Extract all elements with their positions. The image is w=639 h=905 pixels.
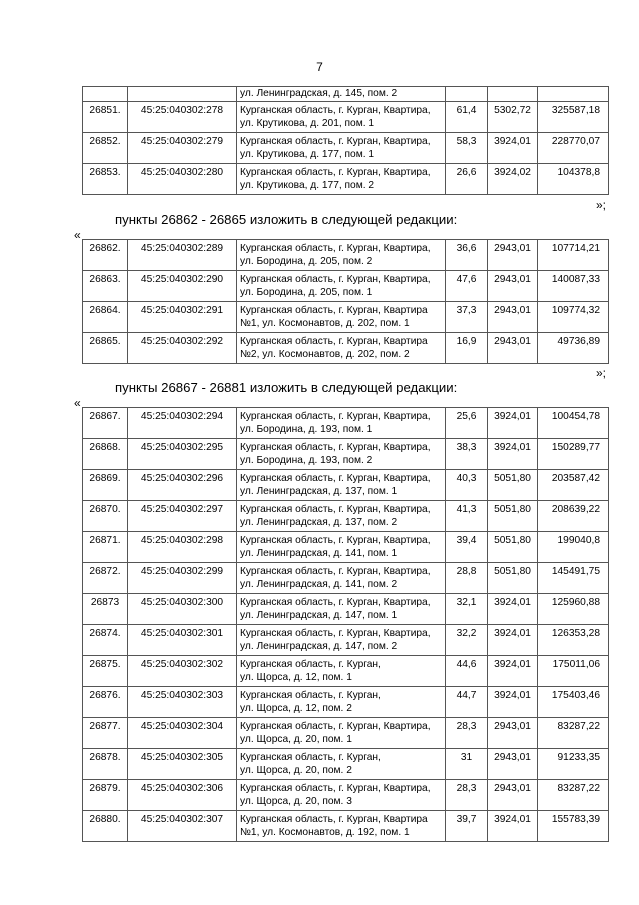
cadastral-number-cell: 45:25:040302:290 xyxy=(128,271,237,302)
address-line-1: Курганская область, г. Курган, Квартира, xyxy=(240,721,431,732)
address-line-1: Курганская область, г. Курган, xyxy=(240,752,381,763)
register-table-3 xyxy=(82,407,609,842)
address-line-1: Курганская область, г. Курган, Квартира, xyxy=(240,411,431,422)
cadastral-number-cell: 45:25:040302:307 xyxy=(128,811,237,842)
address-line-1: Курганская область, г. Курган, Квартира, xyxy=(240,442,431,453)
address-cell xyxy=(237,687,446,718)
table-row xyxy=(83,563,609,594)
row-number-cell: 26877. xyxy=(83,718,128,749)
table-row xyxy=(83,133,609,164)
address-line-2: ул. Бородина, д. 205, пом. 1 xyxy=(240,286,373,298)
specific-value-cell: 3924,01 xyxy=(488,439,538,470)
cadastral-number-cell: 45:25:040302:299 xyxy=(128,563,237,594)
address-cell xyxy=(237,408,446,439)
cadastral-number-cell: 45:25:040302:306 xyxy=(128,780,237,811)
specific-value-cell: 3924,01 xyxy=(488,408,538,439)
specific-value-cell: 3924,01 xyxy=(488,594,538,625)
specific-value-cell: 5302,72 xyxy=(488,102,538,133)
table-row xyxy=(83,625,609,656)
row-number-cell: 26863. xyxy=(83,271,128,302)
address-line-2: ул. Бородина, д. 193, пом. 1 xyxy=(240,423,373,435)
address-line-2: ул. Бородина, д. 193, пом. 2 xyxy=(240,454,373,466)
address-line-2: ул. Щорса, д. 20, пом. 1 xyxy=(240,733,352,745)
address-line-2: №1, ул. Космонавтов, д. 192, пом. 1 xyxy=(240,826,410,838)
cadastral-number-cell: 45:25:040302:301 xyxy=(128,625,237,656)
row-number-cell: 26865. xyxy=(83,333,128,364)
specific-value-cell: 3924,01 xyxy=(488,133,538,164)
cadastral-number-cell: 45:25:040302:296 xyxy=(128,470,237,501)
address-cell xyxy=(237,102,446,133)
instruction-text-2: пункты 26867 - 26881 изложить в следующей редакции: xyxy=(115,380,458,395)
specific-value-cell: 2943,01 xyxy=(488,302,538,333)
address-line-1: Курганская область, г. Курган, Квартира, xyxy=(240,535,431,546)
address-line-2: ул. Ленинградская, д. 141, пом. 1 xyxy=(240,547,398,559)
address-line-1: Курганская область, г. Курган, Квартира, xyxy=(240,783,431,794)
specific-value-cell: 2943,01 xyxy=(488,718,538,749)
address-line-2: ул. Щорса, д. 12, пом. 1 xyxy=(240,671,352,683)
row-number-cell: 26862. xyxy=(83,240,128,271)
cadastral-number-cell: 45:25:040302:295 xyxy=(128,439,237,470)
table-row xyxy=(83,333,609,364)
cadastral-cost-cell: 83287,22 xyxy=(538,780,609,811)
address-line-1: Курганская область, г. Курган, Квартира, xyxy=(240,566,431,577)
cadastral-cost-cell: 126353,28 xyxy=(538,625,609,656)
address-cell xyxy=(237,811,446,842)
cadastral-cost-cell: 100454,78 xyxy=(538,408,609,439)
cadastral-number-cell: 45:25:040302:302 xyxy=(128,656,237,687)
specific-value-cell: 5051,80 xyxy=(488,470,538,501)
row-number-cell: 26873 xyxy=(83,594,128,625)
cadastral-number-cell: 45:25:040302:292 xyxy=(128,333,237,364)
address-line-2: ул. Ленинградская, д. 141, пом. 2 xyxy=(240,578,398,590)
address-cell xyxy=(237,501,446,532)
specific-value-cell: 5051,80 xyxy=(488,563,538,594)
address-line-1: Курганская область, г. Курган, Квартира, xyxy=(240,136,431,147)
address-line-1: Курганская область, г. Курган, Квартира, xyxy=(240,597,431,608)
specific-value-cell: 2943,01 xyxy=(488,333,538,364)
cadastral-number-cell: 45:25:040302:298 xyxy=(128,532,237,563)
address-line-1: Курганская область, г. Курган, Квартира, xyxy=(240,473,431,484)
row-number-cell: 26853. xyxy=(83,164,128,195)
cadastral-cost-cell: 150289,77 xyxy=(538,439,609,470)
specific-value-cell: 5051,80 xyxy=(488,532,538,563)
address-line-1: Курганская область, г. Курган, Квартира, xyxy=(240,243,431,254)
table-row xyxy=(83,240,609,271)
cadastral-cost-cell: 91233,35 xyxy=(538,749,609,780)
address-line-2: ул. Ленинградская, д. 147, пом. 1 xyxy=(240,609,398,621)
row-number-cell: 26868. xyxy=(83,439,128,470)
table-row xyxy=(83,302,609,333)
cadastral-cost-cell: 155783,39 xyxy=(538,811,609,842)
specific-value-cell xyxy=(488,87,538,102)
address-line-1: Курганская область, г. Курган, xyxy=(240,690,381,701)
address-line-1: Курганская область, г. Курган, Квартира, xyxy=(240,628,431,639)
area-cell: 40,3 xyxy=(446,470,488,501)
address-line-1: Курганская область, г. Курган, Квартира, xyxy=(240,105,431,116)
table-row xyxy=(83,532,609,563)
address-cell xyxy=(237,240,446,271)
cadastral-number-cell xyxy=(128,87,237,102)
area-cell: 26,6 xyxy=(446,164,488,195)
table-row xyxy=(83,470,609,501)
area-cell: 47,6 xyxy=(446,271,488,302)
cadastral-number-cell: 45:25:040302:280 xyxy=(128,164,237,195)
cadastral-cost-cell: 83287,22 xyxy=(538,718,609,749)
address-cell xyxy=(237,439,446,470)
row-number-cell: 26852. xyxy=(83,133,128,164)
area-cell: 28,8 xyxy=(446,563,488,594)
address-line-2: №1, ул. Космонавтов, д. 202, пом. 1 xyxy=(240,317,410,329)
row-number-cell: 26880. xyxy=(83,811,128,842)
cadastral-cost-cell: 199040,8 xyxy=(538,532,609,563)
table-row xyxy=(83,718,609,749)
table-row xyxy=(83,102,609,133)
page-number: 7 xyxy=(316,60,323,74)
address-line-2: ул. Щорса, д. 20, пом. 2 xyxy=(240,764,352,776)
cadastral-number-cell: 45:25:040302:300 xyxy=(128,594,237,625)
cadastral-cost-cell: 109774,32 xyxy=(538,302,609,333)
cadastral-number-cell: 45:25:040302:291 xyxy=(128,302,237,333)
cadastral-cost-cell: 175403,46 xyxy=(538,687,609,718)
cadastral-number-cell: 45:25:040302:305 xyxy=(128,749,237,780)
address-line-2: ул. Щорса, д. 20, пом. 3 xyxy=(240,795,352,807)
cadastral-cost-cell: 104378,8 xyxy=(538,164,609,195)
closing-quote-1: »; xyxy=(596,198,607,212)
cadastral-cost-cell: 49736,89 xyxy=(538,333,609,364)
area-cell: 44,6 xyxy=(446,656,488,687)
table-row xyxy=(83,811,609,842)
table-row xyxy=(83,749,609,780)
instruction-text-1: пункты 26862 - 26865 изложить в следующей редакции: xyxy=(115,212,458,227)
cadastral-cost-cell xyxy=(538,87,609,102)
area-cell: 28,3 xyxy=(446,718,488,749)
cadastral-number-cell: 45:25:040302:294 xyxy=(128,408,237,439)
address-cell xyxy=(237,164,446,195)
area-cell: 44,7 xyxy=(446,687,488,718)
area-cell: 16,9 xyxy=(446,333,488,364)
table-row xyxy=(83,164,609,195)
address-cell xyxy=(237,87,446,102)
cadastral-number-cell: 45:25:040302:304 xyxy=(128,718,237,749)
row-number-cell xyxy=(83,87,128,102)
table-row xyxy=(83,780,609,811)
area-cell: 25,6 xyxy=(446,408,488,439)
area-cell: 61,4 xyxy=(446,102,488,133)
specific-value-cell: 3924,01 xyxy=(488,656,538,687)
specific-value-cell: 2943,01 xyxy=(488,749,538,780)
row-number-cell: 26864. xyxy=(83,302,128,333)
row-number-cell: 26872. xyxy=(83,563,128,594)
row-number-cell: 26869. xyxy=(83,470,128,501)
row-number-cell: 26874. xyxy=(83,625,128,656)
cadastral-cost-cell: 175011,06 xyxy=(538,656,609,687)
address-cell xyxy=(237,718,446,749)
address-line-1: Курганская область, г. Курган, Квартира xyxy=(240,814,428,825)
row-number-cell: 26851. xyxy=(83,102,128,133)
area-cell: 28,3 xyxy=(446,780,488,811)
table-row xyxy=(83,501,609,532)
row-number-cell: 26879. xyxy=(83,780,128,811)
row-number-cell: 26867. xyxy=(83,408,128,439)
address-cell xyxy=(237,532,446,563)
table-row xyxy=(83,87,609,102)
specific-value-cell: 3924,01 xyxy=(488,625,538,656)
address-line-1: Курганская область, г. Курган, Квартира, xyxy=(240,167,431,178)
specific-value-cell: 3924,01 xyxy=(488,811,538,842)
cadastral-cost-cell: 125960,88 xyxy=(538,594,609,625)
address-line-2: ул. Ленинградская, д. 137, пом. 1 xyxy=(240,485,398,497)
address-line-1: Курганская область, г. Курган, Квартира xyxy=(240,305,428,316)
address-line-2: ул. Крутикова, д. 201, пом. 1 xyxy=(240,117,375,129)
opening-quote-1: « xyxy=(74,228,81,242)
address-cell xyxy=(237,749,446,780)
table-row xyxy=(83,439,609,470)
table-row xyxy=(83,594,609,625)
row-number-cell: 26870. xyxy=(83,501,128,532)
area-cell xyxy=(446,87,488,102)
specific-value-cell: 3924,02 xyxy=(488,164,538,195)
address-line-1: Курганская область, г. Курган, xyxy=(240,659,381,670)
address-cell xyxy=(237,780,446,811)
address-cell xyxy=(237,656,446,687)
register-table-1 xyxy=(82,86,609,195)
address-line-1: Курганская область, г. Курган, Квартира, xyxy=(240,274,431,285)
address-cell xyxy=(237,470,446,501)
address-line-2: ул. Щорса, д. 12, пом. 2 xyxy=(240,702,352,714)
area-cell: 38,3 xyxy=(446,439,488,470)
address-cell xyxy=(237,271,446,302)
cadastral-cost-cell: 203587,42 xyxy=(538,470,609,501)
area-cell: 32,1 xyxy=(446,594,488,625)
cadastral-cost-cell: 325587,18 xyxy=(538,102,609,133)
address-line-1: Курганская область, г. Курган, Квартира xyxy=(240,336,428,347)
cadastral-cost-cell: 228770,07 xyxy=(538,133,609,164)
area-cell: 58,3 xyxy=(446,133,488,164)
table-row xyxy=(83,687,609,718)
cadastral-number-cell: 45:25:040302:278 xyxy=(128,102,237,133)
address-line-2: ул. Бородина, д. 205, пом. 2 xyxy=(240,255,373,267)
cadastral-cost-cell: 145491,75 xyxy=(538,563,609,594)
cadastral-number-cell: 45:25:040302:297 xyxy=(128,501,237,532)
address-line-2: ул. Ленинградская, д. 137, пом. 2 xyxy=(240,516,398,528)
register-table-2 xyxy=(82,239,609,364)
address-line-2: ул. Крутикова, д. 177, пом. 1 xyxy=(240,148,375,160)
closing-quote-2: »; xyxy=(596,366,607,380)
address-cell xyxy=(237,563,446,594)
address-cell xyxy=(237,594,446,625)
table-row xyxy=(83,271,609,302)
specific-value-cell: 2943,01 xyxy=(488,240,538,271)
specific-value-cell: 2943,01 xyxy=(488,780,538,811)
address-cell xyxy=(237,133,446,164)
address-line-2: ул. Крутикова, д. 177, пом. 2 xyxy=(240,179,375,191)
row-number-cell: 26876. xyxy=(83,687,128,718)
area-cell: 31 xyxy=(446,749,488,780)
cadastral-cost-cell: 208639,22 xyxy=(538,501,609,532)
cadastral-number-cell: 45:25:040302:303 xyxy=(128,687,237,718)
specific-value-cell: 2943,01 xyxy=(488,271,538,302)
area-cell: 36,6 xyxy=(446,240,488,271)
address-cell xyxy=(237,333,446,364)
specific-value-cell: 3924,01 xyxy=(488,687,538,718)
area-cell: 32,2 xyxy=(446,625,488,656)
cadastral-cost-cell: 107714,21 xyxy=(538,240,609,271)
cadastral-number-cell: 45:25:040302:279 xyxy=(128,133,237,164)
address-line-2: ул. Ленинградская, д. 147, пом. 2 xyxy=(240,640,398,652)
cadastral-cost-cell: 140087,33 xyxy=(538,271,609,302)
address-cell xyxy=(237,302,446,333)
row-number-cell: 26875. xyxy=(83,656,128,687)
area-cell: 37,3 xyxy=(446,302,488,333)
table-row xyxy=(83,408,609,439)
address-cell xyxy=(237,625,446,656)
cadastral-number-cell: 45:25:040302:289 xyxy=(128,240,237,271)
table-row xyxy=(83,656,609,687)
specific-value-cell: 5051,80 xyxy=(488,501,538,532)
address-line-2: №2, ул. Космонавтов, д. 202, пом. 2 xyxy=(240,348,410,360)
address-line-1: ул. Ленинградская, д. 145, пом. 2 xyxy=(240,88,398,99)
area-cell: 39,7 xyxy=(446,811,488,842)
row-number-cell: 26871. xyxy=(83,532,128,563)
area-cell: 41,3 xyxy=(446,501,488,532)
area-cell: 39,4 xyxy=(446,532,488,563)
opening-quote-2: « xyxy=(74,396,81,410)
row-number-cell: 26878. xyxy=(83,749,128,780)
address-line-1: Курганская область, г. Курган, Квартира, xyxy=(240,504,431,515)
